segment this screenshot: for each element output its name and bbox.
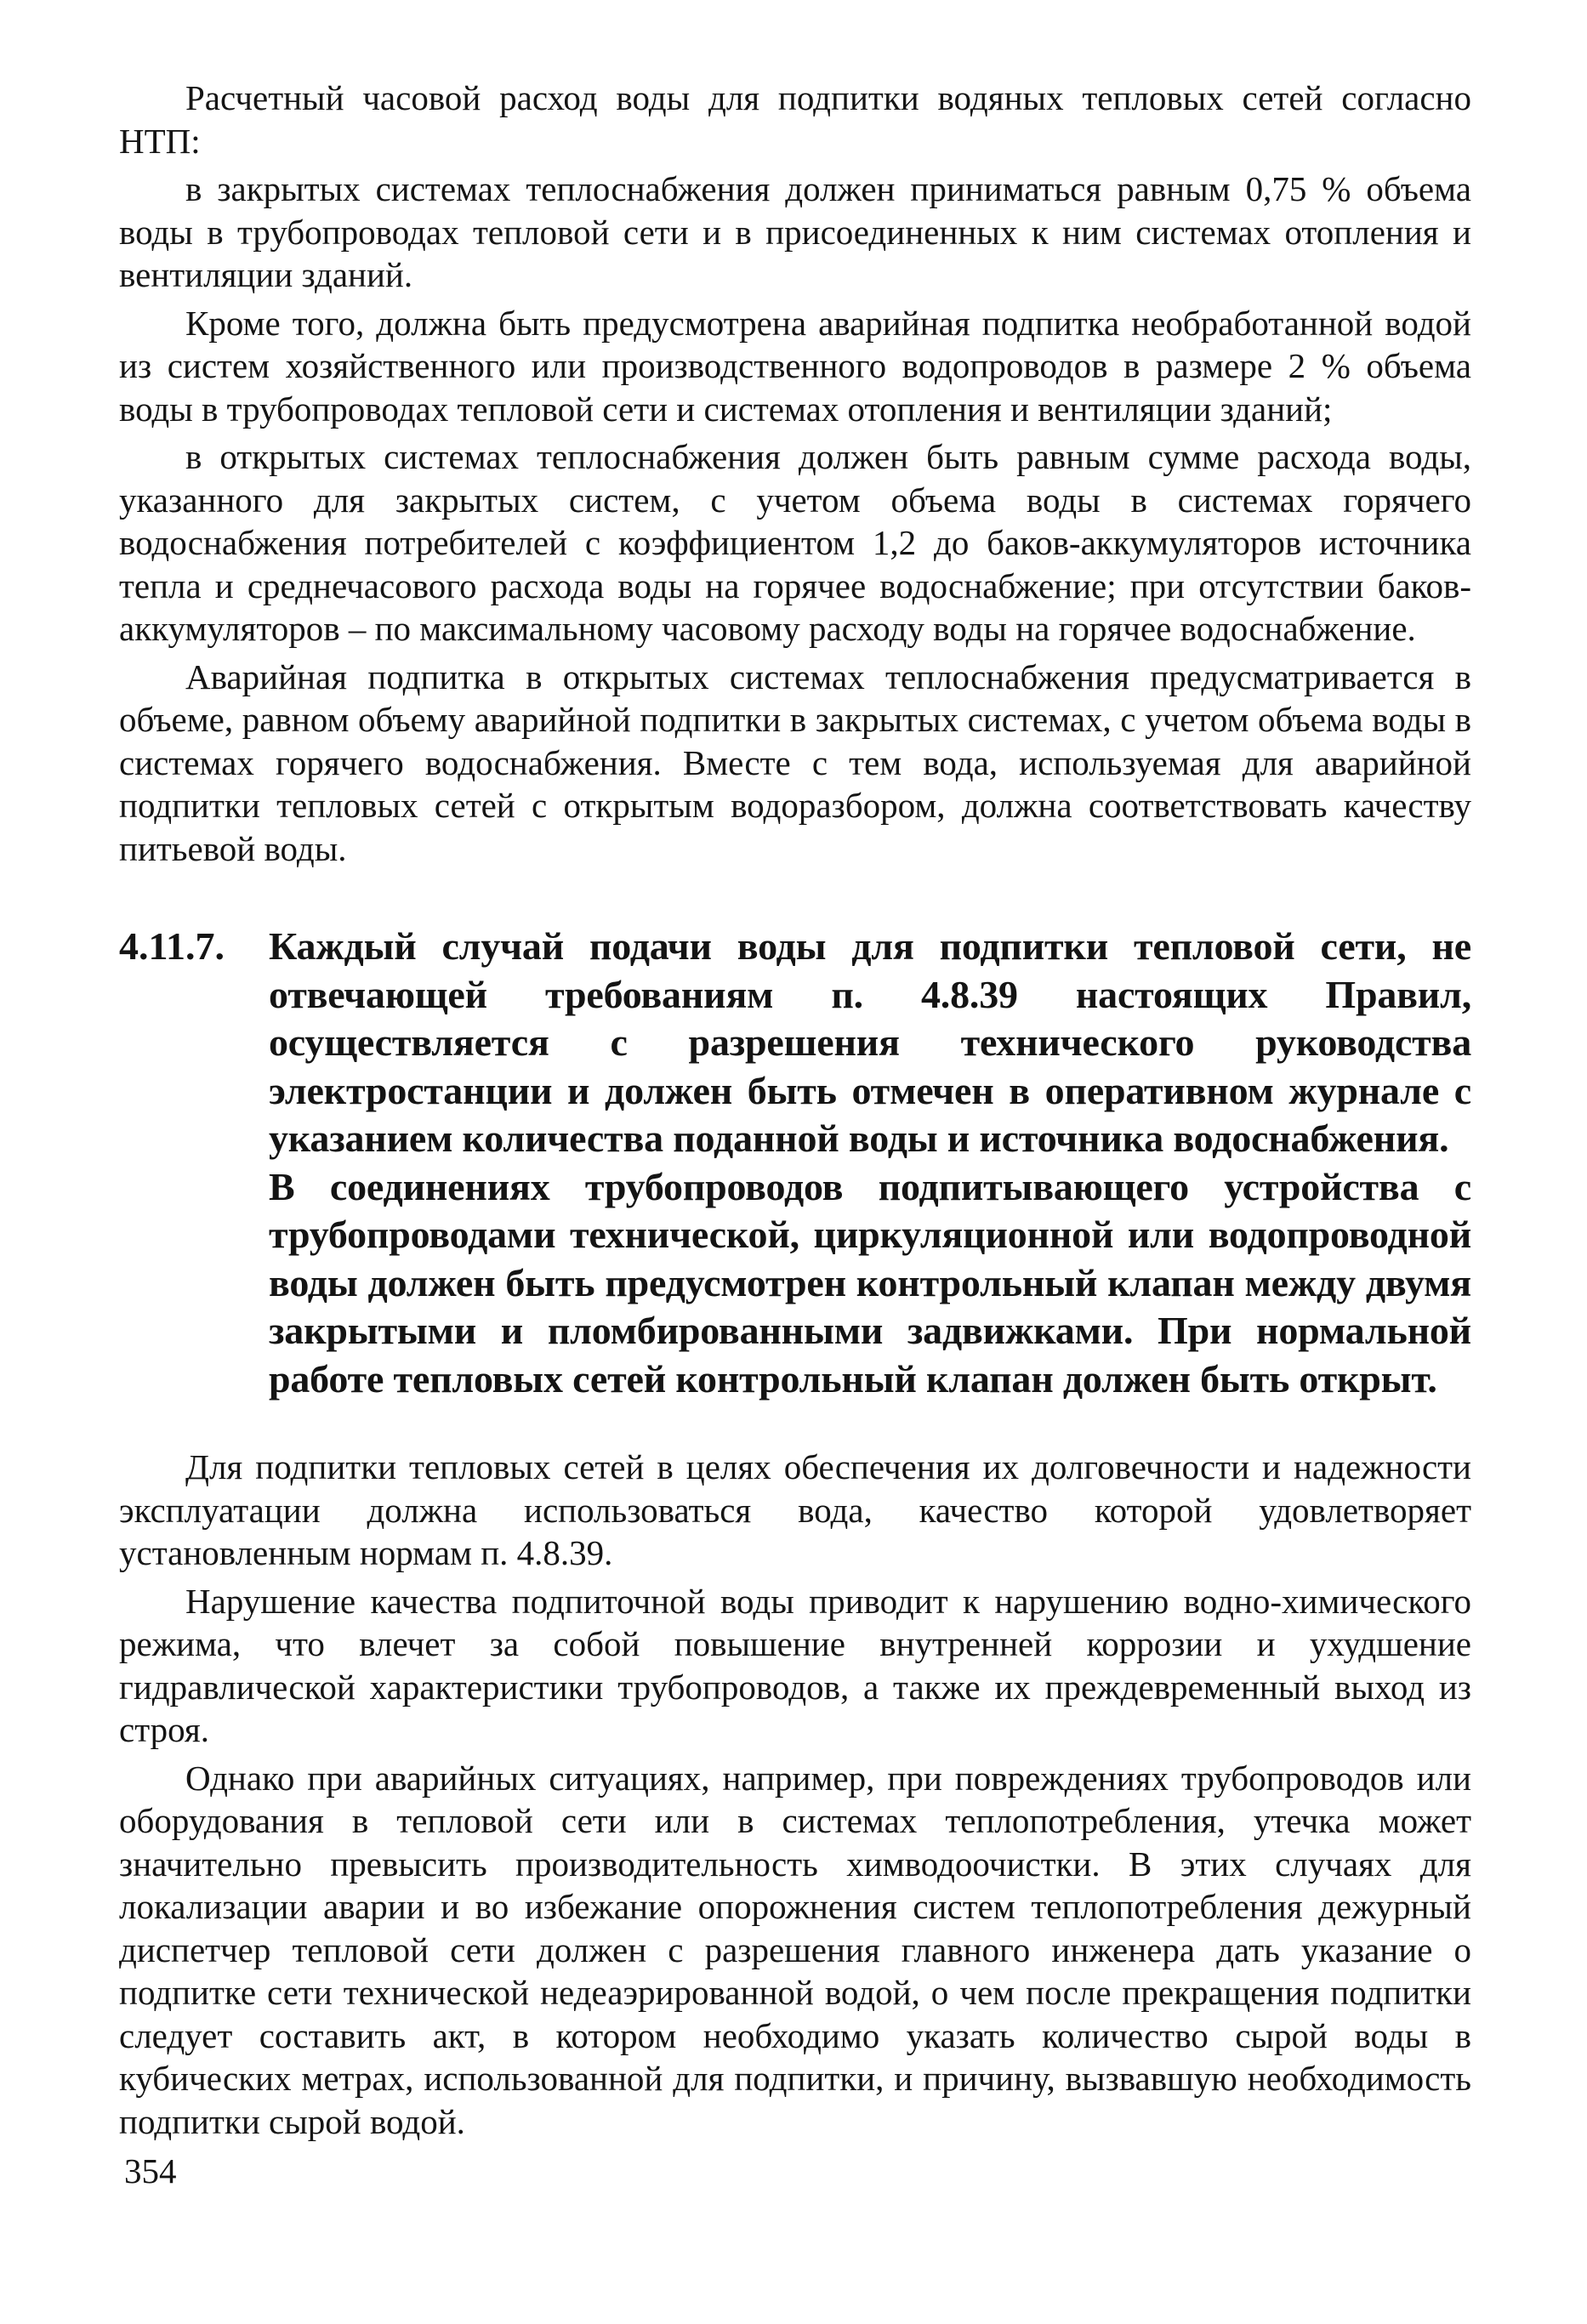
clause-paragraph: В соединениях трубопроводов подпитывающего устройства с трубопроводами технической, циркуляционной или водопроводной воды должен быть предусмотрен контрольный клапан между двумя закрытыми и пломбированными задвижками. При нормальной работе тепловых сетей контрольный клапан должен быть открыт.: [269, 1164, 1471, 1401]
commentary-paragraph: Однако при аварийных ситуациях, например, при повреждениях трубопроводов или оборудования в тепловой сети или в системах теплопотребления, утечка может значительно превысить производительность химводоочистки. В этих случаях для локализации аварии и во избежание опорожнения систем теплопотребления дежурный диспетчер тепловой сети должен с разрешения главного инженера дать указание о подпитке сети технической недеаэрированной водой, о чем после прекращения подпитки следует составить акт, в котором необходимо указать количество сырой воды в кубических метрах, использованной для подпитки, и причину, вызвавшую необходимость подпитки сырой водой.: [119, 1758, 1471, 2141]
intro-paragraph: Расчетный часовой расход воды для подпитки водяных тепловых сетей согласно НТП:: [119, 78, 1471, 161]
intro-section: [119, 77, 1471, 870]
intro-paragraph: Аварийная подпитка в открытых системах теплоснабжения предусматривается в объеме, равном объему аварийной подпитки в закрытых системах, с учетом объема воды в системах горячего водоснабжения. Вместе с тем вода, используемая для аварийной подпитки тепловых сетей с открытым водоразбором, должна соответствовать качеству питьевой воды.: [119, 656, 1471, 868]
commentary-paragraph: Для подпитки тепловых сетей в целях обеспечения их долговечности и надежности эксплуатации должна использоваться вода, качество которой удовлетворяет установленным нормам п. 4.8.39.: [119, 1447, 1471, 1572]
clause-number: 4.11.7.: [119, 924, 225, 968]
clause-paragraph: Каждый случай подачи воды для подпитки тепловой сети, не отвечающей требованиям п. 4.8.39 настоящих Правил, осуществляется с разрешения технического руководства электростанции и должен быть отмечен в оперативном журнале с указанием количества поданной воды и источника водоснабжения.: [269, 924, 1471, 1160]
clause-section: [119, 923, 1471, 1403]
commentary-section: [119, 1446, 1471, 2143]
page-number: 354: [124, 2151, 177, 2190]
commentary-paragraph: Нарушение качества подпиточной воды приводит к нарушению водно-химического режима, что влечет за собой повышение внутренней коррозии и ухудшение гидравлической характеристики трубопроводов, а также их преждевременный выход из строя.: [119, 1581, 1471, 1749]
document-page: [119, 77, 1471, 2143]
intro-paragraph: Кроме того, должна быть предусмотрена аварийная подпитка необработанной водой из систем хозяйственного или производственного водопроводов в размере 2 % объема воды в трубопроводах тепловой сети и системах отопления и вентиляции зданий;: [119, 303, 1471, 429]
intro-paragraph: в закрытых системах теплоснабжения должен приниматься равным 0,75 % объема воды в трубопроводах тепловой сети и в присоединенных к ним системах отопления и вентиляции зданий.: [119, 169, 1471, 294]
intro-paragraph: в открытых системах теплоснабжения должен быть равным сумме расхода воды, указанного для закрытых систем, с учетом объема воды в системах горячего водоснабжения потребителей с коэффициентом 1,2 до баков-аккумуляторов источника тепла и среднечасового расхода воды на горячее водоснабжение; при отсутствии баков-аккумуляторов – по максимальному часовому расходу воды на горячее водоснабжение.: [119, 437, 1471, 648]
clause-body: [269, 923, 1471, 1403]
